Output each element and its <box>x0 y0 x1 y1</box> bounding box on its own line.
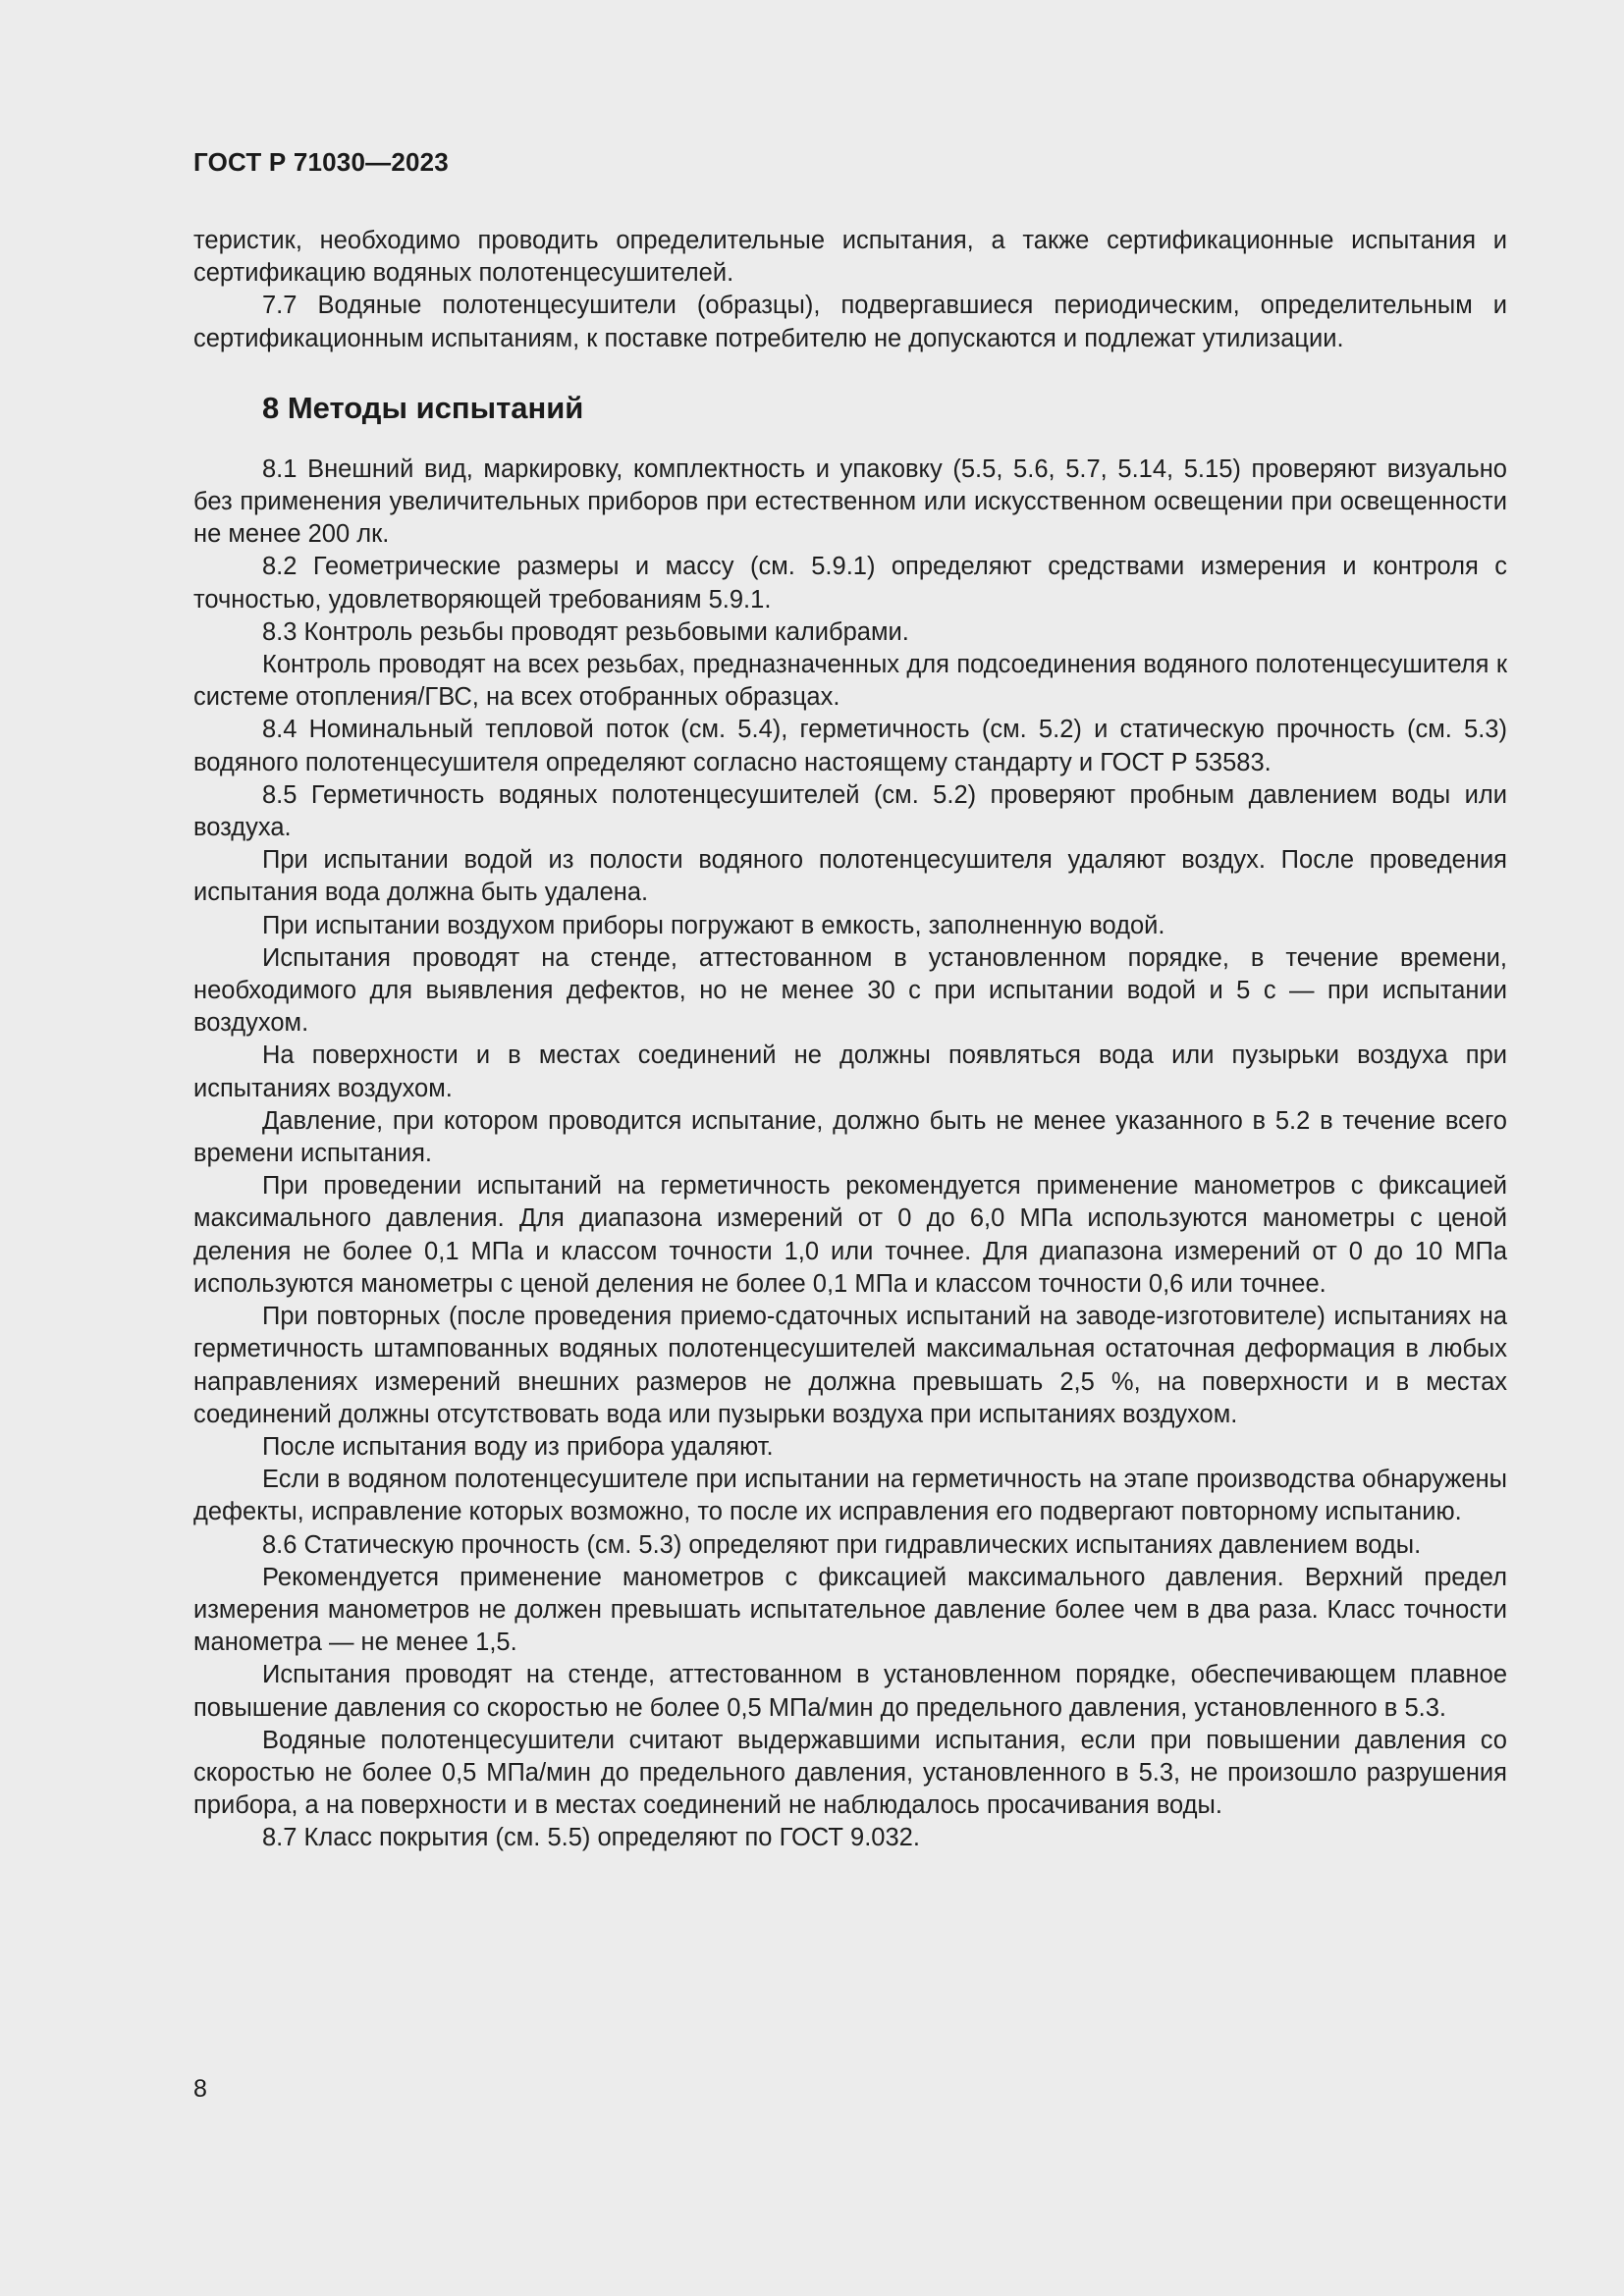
paragraph-8-6-test-stand: Испытания проводят на стенде, аттестованном в установленном порядке, обеспечивающем плавное повышение давления со скоростью не более 0,5 МПа/мин до предельного давления, установленного в 5.3. <box>193 1661 1507 1722</box>
paragraph-8-5-water-test: При испытании водой из полости водяного полотенцесушителя удаляют воздух. После проведения испытания вода должна быть удалена. <box>193 846 1507 907</box>
paragraph-8-5-defects: Если в водяном полотенцесушителе при испытании на герметичность на этапе производства обнаружены дефекты, исправление которых возможно, то после их исправления его подвергают повторному испытанию. <box>193 1466 1507 1526</box>
paragraph-8-3-threads: Контроль проводят на всех резьбах, предназначенных для подсоединения водяного полотенцесушителя к системе отопления/ГВС, на всех отобранных образцах. <box>193 651 1507 712</box>
paragraph-8-5-test-stand: Испытания проводят на стенде, аттестованном в установленном порядке, в течение времени, необходимого для выявления дефектов, но не менее 30 с при испытании водой и 5 с — при испытании воздухом. <box>193 943 1507 1038</box>
paragraph-8-4: 8.4 Номинальный тепловой поток (см. 5.4), герметичность (см. 5.2) и статическую прочность (см. 5.3) водяного полотенцесушителя определяют согласно настоящему стандарту и ГОСТ Р 53583. <box>193 716 1507 776</box>
section-heading-8: 8 Методы испытаний <box>262 390 584 425</box>
paragraph-8-5-pressure: Давление, при котором проводится испытание, должно быть не менее указанного в 5.2 в течение всего времени испытания. <box>193 1106 1507 1168</box>
paragraph-8-6-manometers: Рекомендуется применение манометров с фиксацией максимального давления. Верхний предел измерения манометров не должен превышать испытательное давление более чем в два раза. Класс точности манометра — не менее 1,5. <box>193 1563 1507 1657</box>
document-header-code: ГОСТ Р 71030—2023 <box>193 147 449 177</box>
paragraph-8-1: 8.1 Внешний вид, маркировку, комплектность и упаковку (5.5, 5.6, 5.7, 5.14, 5.15) проверяют визуально без применения увеличительных приборов при естественном или искусственном освещении при освещенности не менее 200 лк. <box>193 454 1507 549</box>
page-number: 8 <box>193 2075 207 2103</box>
paragraph-8-2: 8.2 Геометрические размеры и массу (см. 5.9.1) определяют средствами измерения и контроля с точностью, удовлетворяющей требованиям 5.9.1. <box>193 553 1507 614</box>
paragraph-8-6: 8.6 Статическую прочность (см. 5.3) определяют при гидравлических испытаниях давлением воды. <box>262 1530 1422 1559</box>
document-body <box>193 225 1507 1855</box>
paragraph-8-5-air-test: При испытании воздухом приборы погружают в емкость, заполненную водой. <box>262 911 1165 939</box>
paragraph-8-5-surface: На поверхности и в местах соединений не должны появляться вода или пузырьки воздуха при испытаниях воздухом. <box>193 1041 1507 1102</box>
paragraph-continuation: теристик, необходимо проводить определительные испытания, а также сертификационные испытания и сертификацию водяных полотенцесушителей. <box>193 227 1507 288</box>
paragraph-8-3: 8.3 Контроль резьбы проводят резьбовыми калибрами. <box>262 617 909 646</box>
paragraph-8-5-manometers: При проведении испытаний на герметичность рекомендуется применение манометров с фиксацией максимального давления. Для диапазона измерений от 0 до 6,0 МПа используются манометры с ценой деления не более 0,1 МПа и классом точности 1,0 или точнее. Для диапазона измерений от 0 до 10 МПа используются манометры с ценой деления не более 0,1 МПа и классом точности 0,6 или точнее. <box>193 1172 1507 1298</box>
paragraph-8-7: 8.7 Класс покрытия (см. 5.5) определяют по ГОСТ 9.032. <box>262 1824 920 1852</box>
paragraph-8-6-criteria: Водяные полотенцесушители считают выдержавшими испытания, если при повышении давления со скоростью не более 0,5 МПа/мин до предельного давления, установленного в 5.3, не произошло разрушения прибора, а на поверхности и в местах соединений не наблюдалось просачивания воды. <box>193 1726 1507 1820</box>
paragraph-8-5: 8.5 Герметичность водяных полотенцесушителей (см. 5.2) проверяют пробным давлением воды или воздуха. <box>193 780 1507 842</box>
paragraph-7-7: 7.7 Водяные полотенцесушители (образцы), подвергавшиеся периодическим, определительным и сертификационным испытаниям, к поставке потребителю не допускаются и подлежат утилизации. <box>193 292 1507 352</box>
paragraph-8-5-water-removal: После испытания воду из прибора удаляют. <box>262 1432 774 1461</box>
paragraph-8-5-repeat-tests: При повторных (после проведения приемо-сдаточных испытаний на заводе-изготовителе) испытаниях на герметичность штампованных водяных полотенцесушителей максимальная остаточная деформация в любых направлениях измерений внешних размеров не должна превышать 2,5 %, на поверхности и в местах соединений должны отсутствовать вода или пузырьки воздуха при испытаниях воздухом. <box>193 1303 1507 1428</box>
